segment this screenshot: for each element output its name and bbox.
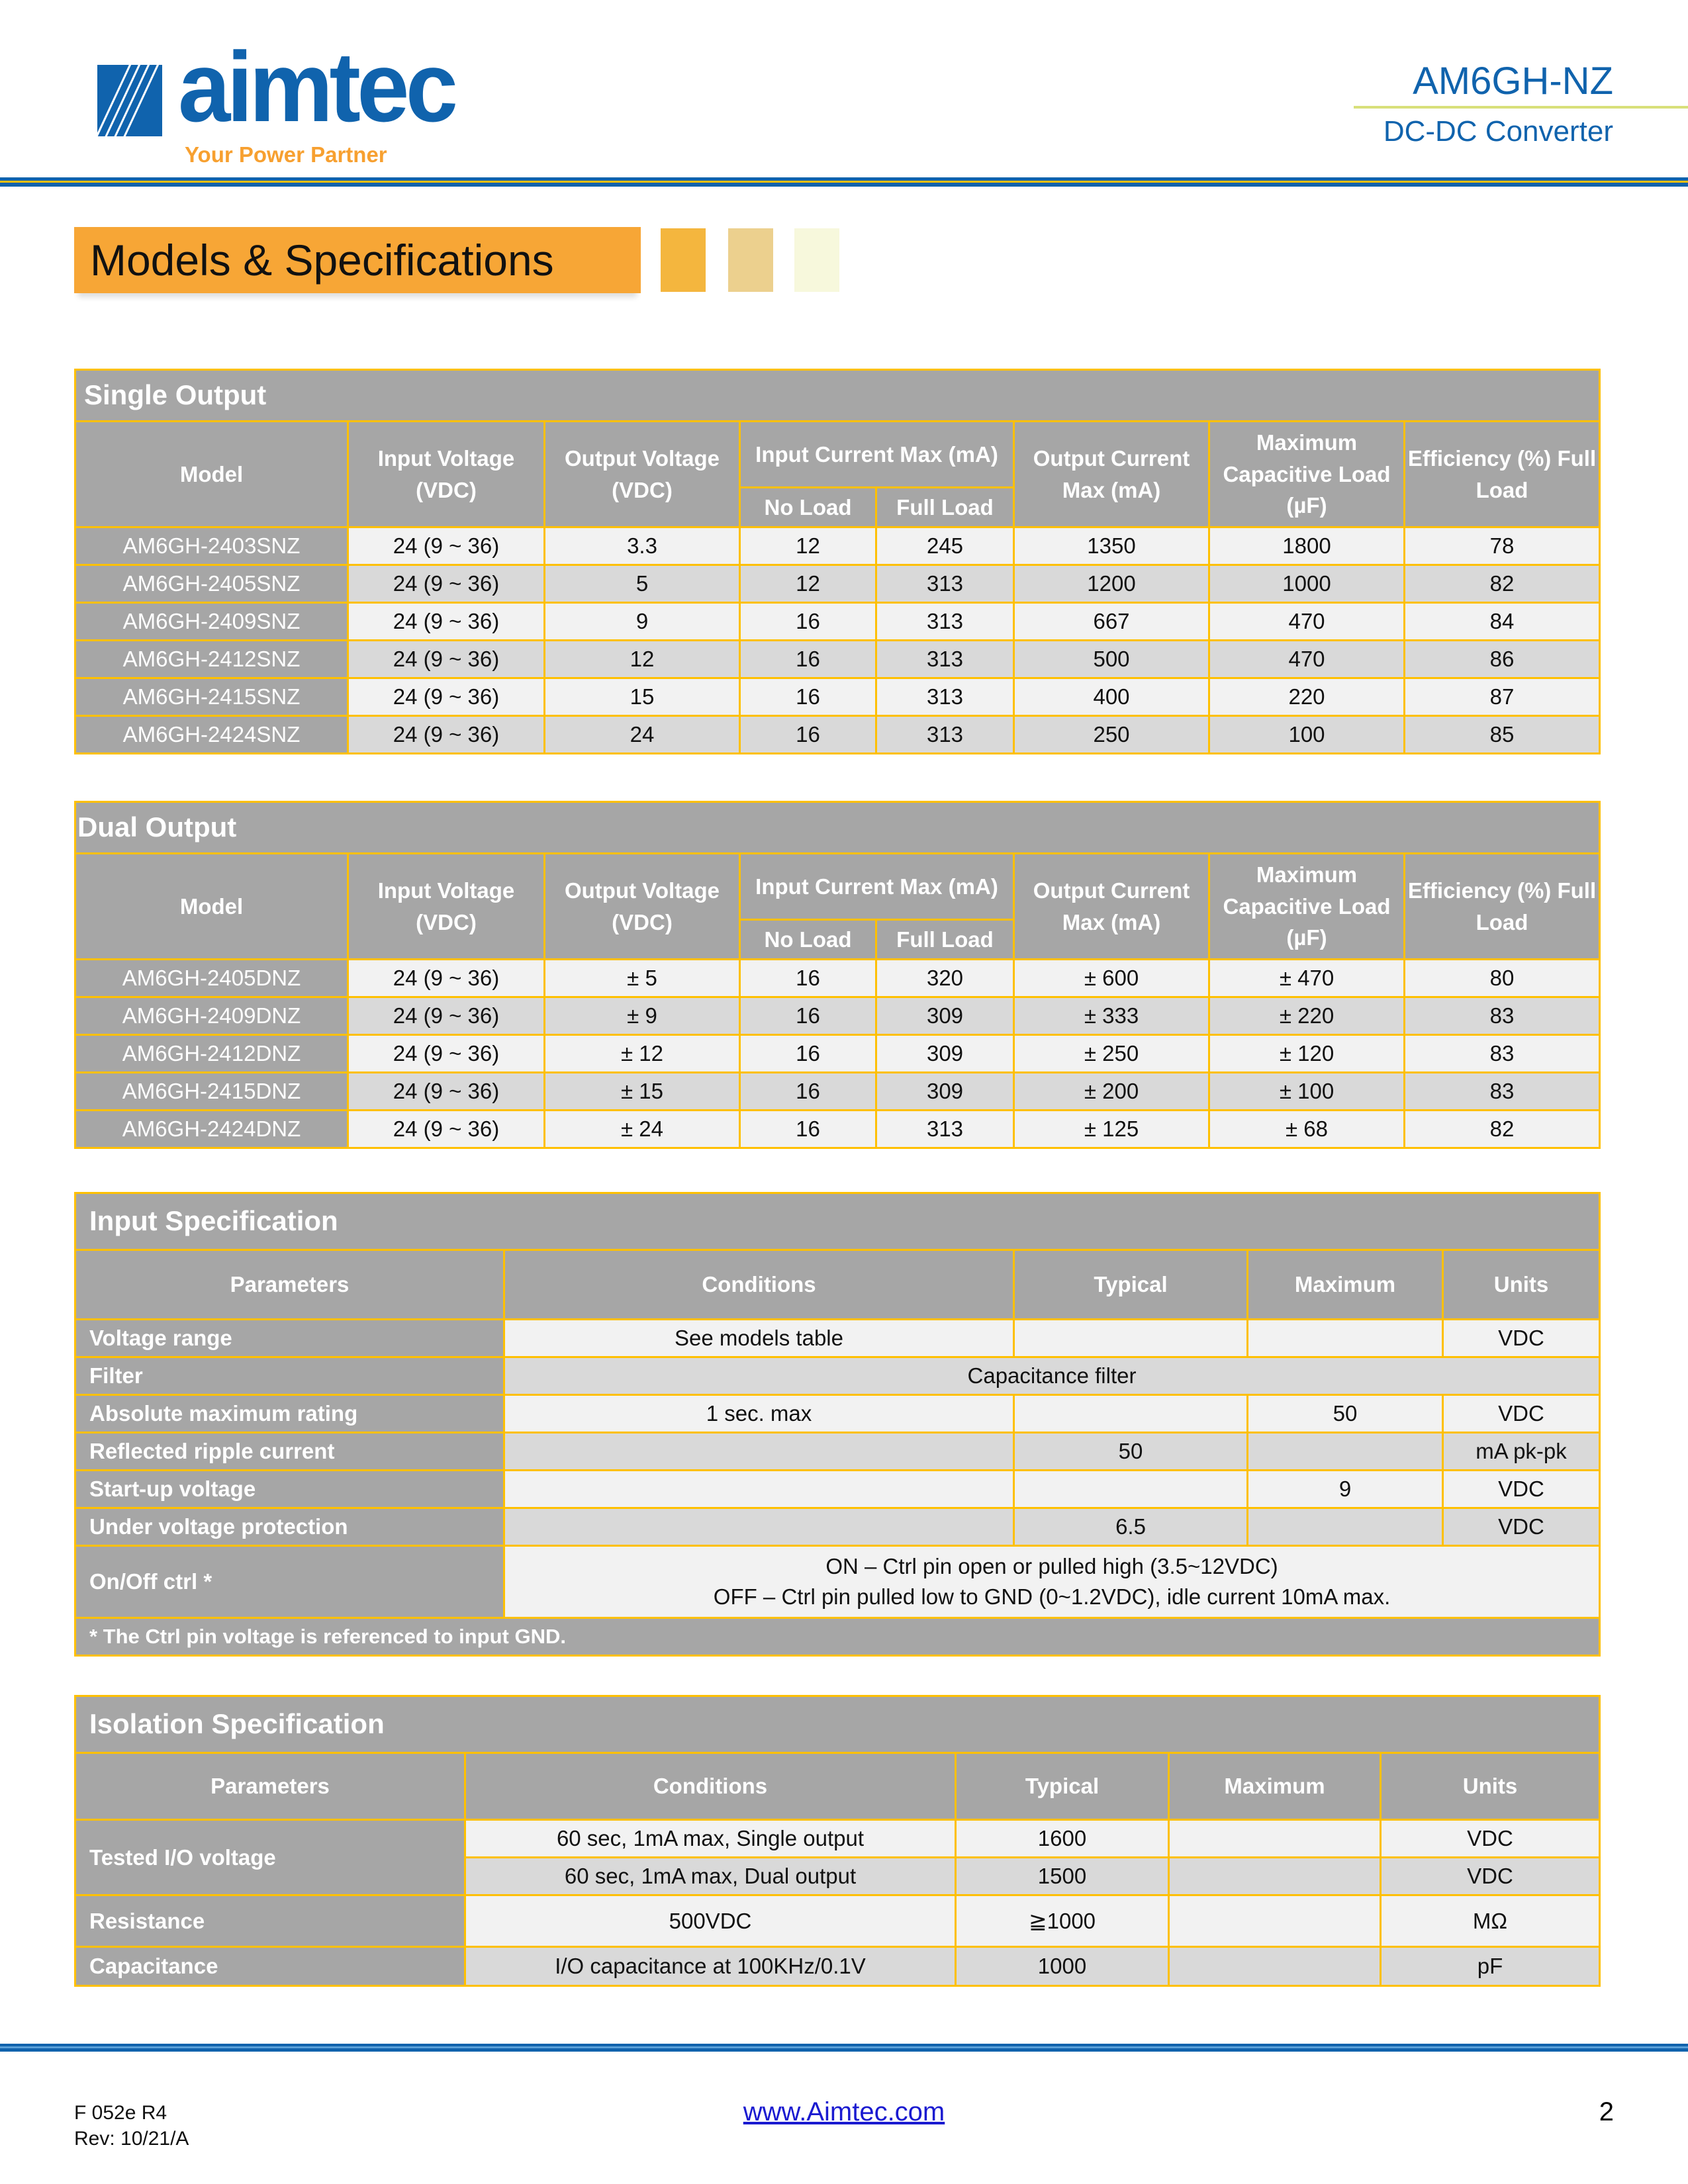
cell	[1248, 1508, 1443, 1546]
cell	[1248, 1433, 1443, 1471]
section-banner: Models & Specifications	[74, 227, 641, 293]
cell: 16	[740, 641, 876, 678]
cell: ± 100	[1209, 1073, 1405, 1111]
header-maximum: Maximum	[1169, 1753, 1381, 1820]
cell: ± 68	[1209, 1111, 1405, 1148]
cell: 15	[545, 678, 740, 716]
cell	[1014, 1395, 1248, 1433]
cell: 1000	[956, 1947, 1169, 1986]
cell: I/O capacitance at 100KHz/0.1V	[465, 1947, 956, 1986]
model-cell: AM6GH-2424DNZ	[75, 1111, 348, 1148]
cell: 12	[740, 565, 876, 603]
table-row	[75, 1073, 1600, 1111]
model-cell: AM6GH-2403SNZ	[75, 527, 348, 565]
logo-wordmark: aimtec	[178, 31, 455, 142]
cell: ± 9	[545, 997, 740, 1035]
cell: 78	[1405, 527, 1600, 565]
table-row	[75, 1433, 1600, 1471]
isolation-spec-table	[74, 1695, 1601, 1987]
page-number: 2	[1599, 2097, 1614, 2126]
cell: 16	[740, 1073, 876, 1111]
param-label: Reflected ripple current	[75, 1433, 504, 1471]
cell: 400	[1014, 678, 1209, 716]
param-label: Voltage range	[75, 1320, 504, 1357]
cell: 313	[876, 716, 1014, 754]
cell: 24 (9 ~ 36)	[348, 1073, 545, 1111]
table-row	[75, 603, 1600, 641]
cell: 309	[876, 1035, 1014, 1073]
table-title: Isolation Specification	[75, 1696, 1600, 1753]
cell: 24 (9 ~ 36)	[348, 716, 545, 754]
table-title: Dual Output	[75, 802, 1600, 854]
cell: 24 (9 ~ 36)	[348, 1111, 545, 1148]
cell	[1169, 1858, 1381, 1895]
cell: ± 120	[1209, 1035, 1405, 1073]
cell: 3.3	[545, 527, 740, 565]
table-row	[75, 1895, 1600, 1947]
cell: 24 (9 ~ 36)	[348, 641, 545, 678]
header-full-load: Full Load	[876, 920, 1014, 960]
model-cell: AM6GH-2409DNZ	[75, 997, 348, 1035]
cell: 24	[545, 716, 740, 754]
model-cell: AM6GH-2424SNZ	[75, 716, 348, 754]
cell: 16	[740, 1111, 876, 1148]
header-efficiency: Efficiency (%) Full Load	[1405, 422, 1600, 527]
table-row	[75, 1471, 1600, 1508]
cell: 313	[876, 603, 1014, 641]
model-cell: AM6GH-2412DNZ	[75, 1035, 348, 1073]
cell: 83	[1405, 1073, 1600, 1111]
onoff-conditions	[504, 1546, 1600, 1618]
cell: ± 12	[545, 1035, 740, 1073]
onoff-line-off: OFF – Ctrl pin pulled low to GND (0~1.2VDC), idle current 10mA max.	[713, 1584, 1391, 1609]
cell: 313	[876, 1111, 1014, 1148]
cell: 6.5	[1014, 1508, 1248, 1546]
dual-output-table	[74, 801, 1601, 1149]
cell: ± 125	[1014, 1111, 1209, 1148]
aimtec-logo	[97, 31, 455, 171]
cell: ± 250	[1014, 1035, 1209, 1073]
header-no-load: No Load	[740, 488, 876, 527]
cell: 16	[740, 1035, 876, 1073]
cell: VDC	[1443, 1508, 1600, 1546]
cell: ≧1000	[956, 1895, 1169, 1947]
cell	[504, 1433, 1014, 1471]
cell	[1169, 1947, 1381, 1986]
header-output-current: Output Current Max (mA)	[1014, 854, 1209, 960]
cell: 470	[1209, 641, 1405, 678]
cell: ± 24	[545, 1111, 740, 1148]
table-row	[75, 1395, 1600, 1433]
header-efficiency: Efficiency (%) Full Load	[1405, 854, 1600, 960]
param-label: On/Off ctrl *	[75, 1546, 504, 1618]
cell: 24 (9 ~ 36)	[348, 678, 545, 716]
cell	[1248, 1320, 1443, 1357]
param-label: Under voltage protection	[75, 1508, 504, 1546]
cell: 82	[1405, 565, 1600, 603]
cell: 12	[740, 527, 876, 565]
table-row	[75, 1111, 1600, 1148]
model-cell: AM6GH-2415SNZ	[75, 678, 348, 716]
table-row	[75, 1508, 1600, 1546]
param-label: Capacitance	[75, 1947, 465, 1986]
table-row	[75, 1035, 1600, 1073]
cell: 500VDC	[465, 1895, 956, 1947]
header-output-voltage: Output Voltage (VDC)	[545, 422, 740, 527]
website-link[interactable]: www.Aimtec.com	[743, 2097, 945, 2126]
cell: 24 (9 ~ 36)	[348, 603, 545, 641]
title-divider	[1354, 106, 1688, 109]
header-model: Model	[75, 854, 348, 960]
cell: 9	[545, 603, 740, 641]
cell: 24 (9 ~ 36)	[348, 960, 545, 997]
cell: 86	[1405, 641, 1600, 678]
cell: 309	[876, 997, 1014, 1035]
header-conditions: Conditions	[504, 1250, 1014, 1320]
cell: 50	[1248, 1395, 1443, 1433]
cell: 320	[876, 960, 1014, 997]
cell: 1 sec. max	[504, 1395, 1014, 1433]
cell: 83	[1405, 997, 1600, 1035]
footer-rule	[0, 2044, 1688, 2052]
cell: 60 sec, 1mA max, Single output	[465, 1820, 956, 1858]
header-input-current: Input Current Max (mA)	[740, 854, 1014, 920]
table-title: Input Specification	[75, 1193, 1600, 1250]
param-label: Resistance	[75, 1895, 465, 1947]
header-no-load: No Load	[740, 920, 876, 960]
header-conditions: Conditions	[465, 1753, 956, 1820]
form-number: F 052e R4	[74, 2102, 167, 2124]
table-row	[75, 1357, 1600, 1395]
cell: 9	[1248, 1471, 1443, 1508]
cell	[1169, 1895, 1381, 1947]
cell: 313	[876, 678, 1014, 716]
model-cell: AM6GH-2415DNZ	[75, 1073, 348, 1111]
table-row	[75, 1546, 1600, 1618]
cell: ± 333	[1014, 997, 1209, 1035]
cell: 50	[1014, 1433, 1248, 1471]
cell: VDC	[1381, 1820, 1600, 1858]
cell	[1014, 1320, 1248, 1357]
header-rule	[0, 177, 1688, 187]
cell: 220	[1209, 678, 1405, 716]
cell: ± 220	[1209, 997, 1405, 1035]
param-label: Filter	[75, 1357, 504, 1395]
cell: 1800	[1209, 527, 1405, 565]
cell: 82	[1405, 1111, 1600, 1148]
cell: See models table	[504, 1320, 1014, 1357]
cell: 16	[740, 678, 876, 716]
header-parameters: Parameters	[75, 1753, 465, 1820]
table-row	[75, 960, 1600, 997]
cell	[1014, 1471, 1248, 1508]
model-cell: AM6GH-2409SNZ	[75, 603, 348, 641]
cell: VDC	[1443, 1471, 1600, 1508]
param-label: Tested I/O voltage	[75, 1820, 465, 1895]
model-cell: AM6GH-2405SNZ	[75, 565, 348, 603]
cell: MΩ	[1381, 1895, 1600, 1947]
cell: 1350	[1014, 527, 1209, 565]
header-max-cap: Maximum Capacitive Load (µF)	[1209, 422, 1405, 527]
header-typical: Typical	[1014, 1250, 1248, 1320]
revision: Rev: 10/21/A	[74, 2128, 189, 2150]
cell: 60 sec, 1mA max, Dual output	[465, 1858, 956, 1895]
param-label: Start-up voltage	[75, 1471, 504, 1508]
cell: 667	[1014, 603, 1209, 641]
cell: 1200	[1014, 565, 1209, 603]
cell: 16	[740, 997, 876, 1035]
cell: VDC	[1443, 1395, 1600, 1433]
cell: 1600	[956, 1820, 1169, 1858]
table-title: Single Output	[75, 370, 1600, 422]
cell	[504, 1471, 1014, 1508]
cell: 16	[740, 603, 876, 641]
param-label: Absolute maximum rating	[75, 1395, 504, 1433]
cell: 313	[876, 641, 1014, 678]
banner-square-decoration	[728, 228, 773, 292]
cell: pF	[1381, 1947, 1600, 1986]
table-row	[75, 565, 1600, 603]
header-full-load: Full Load	[876, 488, 1014, 527]
logo-tagline: Your Power Partner	[185, 142, 387, 167]
table-row	[75, 527, 1600, 565]
table-row	[75, 1320, 1600, 1357]
cell: 100	[1209, 716, 1405, 754]
header-typical: Typical	[956, 1753, 1169, 1820]
model-cell: AM6GH-2412SNZ	[75, 641, 348, 678]
model-cell: AM6GH-2405DNZ	[75, 960, 348, 997]
cell: 80	[1405, 960, 1600, 997]
single-output-table	[74, 369, 1601, 754]
cell: 500	[1014, 641, 1209, 678]
cell: 313	[876, 565, 1014, 603]
header-max-cap: Maximum Capacitive Load (µF)	[1209, 854, 1405, 960]
cell: 24 (9 ~ 36)	[348, 1035, 545, 1073]
header-maximum: Maximum	[1248, 1250, 1443, 1320]
cell: mA pk-pk	[1443, 1433, 1600, 1471]
header-output-voltage: Output Voltage (VDC)	[545, 854, 740, 960]
cell: 24 (9 ~ 36)	[348, 527, 545, 565]
cell: 16	[740, 716, 876, 754]
cell: ± 600	[1014, 960, 1209, 997]
cell: 245	[876, 527, 1014, 565]
table-row	[75, 1947, 1600, 1986]
cell: ± 15	[545, 1073, 740, 1111]
cell: VDC	[1443, 1320, 1600, 1357]
cell: VDC	[1381, 1858, 1600, 1895]
cell: ± 200	[1014, 1073, 1209, 1111]
banner-square-decoration	[661, 228, 706, 292]
cell	[1169, 1820, 1381, 1858]
logo-mark-icon	[97, 65, 162, 136]
header-units: Units	[1381, 1753, 1600, 1820]
cell: 83	[1405, 1035, 1600, 1073]
table-row	[75, 678, 1600, 716]
cell: 84	[1405, 603, 1600, 641]
header-input-voltage: Input Voltage (VDC)	[348, 422, 545, 527]
header-output-current: Output Current Max (mA)	[1014, 422, 1209, 527]
cell: 1000	[1209, 565, 1405, 603]
header-input-voltage: Input Voltage (VDC)	[348, 854, 545, 960]
cell: 309	[876, 1073, 1014, 1111]
cell: 16	[740, 960, 876, 997]
document-subtitle: DC-DC Converter	[1383, 115, 1613, 148]
footnote: * The Ctrl pin voltage is referenced to input GND.	[75, 1618, 1600, 1656]
cell: 12	[545, 641, 740, 678]
cell: ± 5	[545, 960, 740, 997]
table-row	[75, 716, 1600, 754]
table-row	[75, 1820, 1600, 1858]
cell: 250	[1014, 716, 1209, 754]
banner-square-decoration	[794, 228, 839, 292]
cell: 1500	[956, 1858, 1169, 1895]
cell: 470	[1209, 603, 1405, 641]
table-row	[75, 997, 1600, 1035]
header-parameters: Parameters	[75, 1250, 504, 1320]
cell: 24 (9 ~ 36)	[348, 997, 545, 1035]
table-row	[75, 641, 1600, 678]
cell: 24 (9 ~ 36)	[348, 565, 545, 603]
header-units: Units	[1443, 1250, 1600, 1320]
cell	[504, 1508, 1014, 1546]
header-input-current: Input Current Max (mA)	[740, 422, 1014, 488]
document-title: AM6GH-NZ	[1413, 60, 1613, 103]
cell: 85	[1405, 716, 1600, 754]
cell: ± 470	[1209, 960, 1405, 997]
input-spec-table	[74, 1192, 1601, 1657]
header-model: Model	[75, 422, 348, 527]
cell: 5	[545, 565, 740, 603]
cell: Capacitance filter	[504, 1357, 1600, 1395]
onoff-line-on: ON – Ctrl pin open or pulled high (3.5~12VDC)	[825, 1553, 1278, 1578]
cell: 87	[1405, 678, 1600, 716]
